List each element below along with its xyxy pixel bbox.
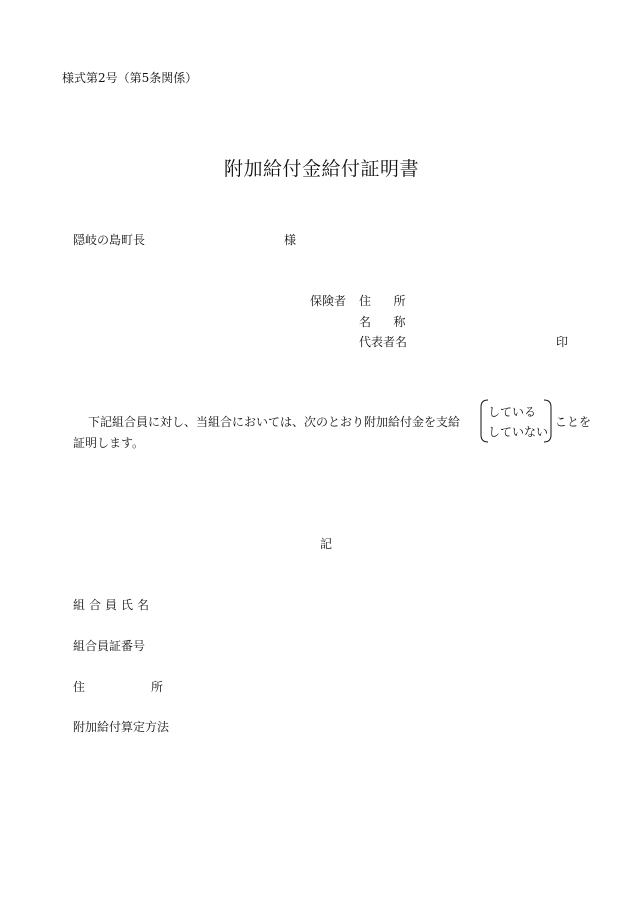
body-line-2: 証明します。: [73, 436, 145, 450]
body-line-1-end: ことを: [555, 415, 592, 429]
option-shiteiru: している: [488, 405, 537, 419]
body-line-1: 下記組合員に対し、当組合においては、次のとおり附加給付金を支給: [88, 415, 461, 429]
seal-mark: 印: [556, 335, 569, 349]
insurer-name-label: 名 称: [359, 315, 406, 329]
field-member-card-number: 組合員証番号: [73, 639, 146, 653]
left-bracket: [481, 400, 488, 442]
insurer-label: 保険者: [310, 294, 347, 308]
field-address: 住 所: [73, 680, 178, 694]
addressee-honorific: 様: [284, 233, 297, 247]
form-number: 様式第2号（第5条関係）: [62, 71, 198, 85]
option-shiteinai: していない: [488, 425, 549, 439]
document-title: 附加給付金給付証明書: [224, 158, 420, 180]
insurer-address-label: 住 所: [359, 294, 406, 308]
insurer-rep-label: 代表者名: [359, 335, 408, 349]
addressee-recipient: 隠岐の島町長: [73, 233, 146, 247]
field-calculation-method: 附加給付算定方法: [73, 720, 170, 734]
field-member-name: 組合員氏名: [73, 598, 154, 612]
notation-ki: 記: [320, 537, 333, 551]
